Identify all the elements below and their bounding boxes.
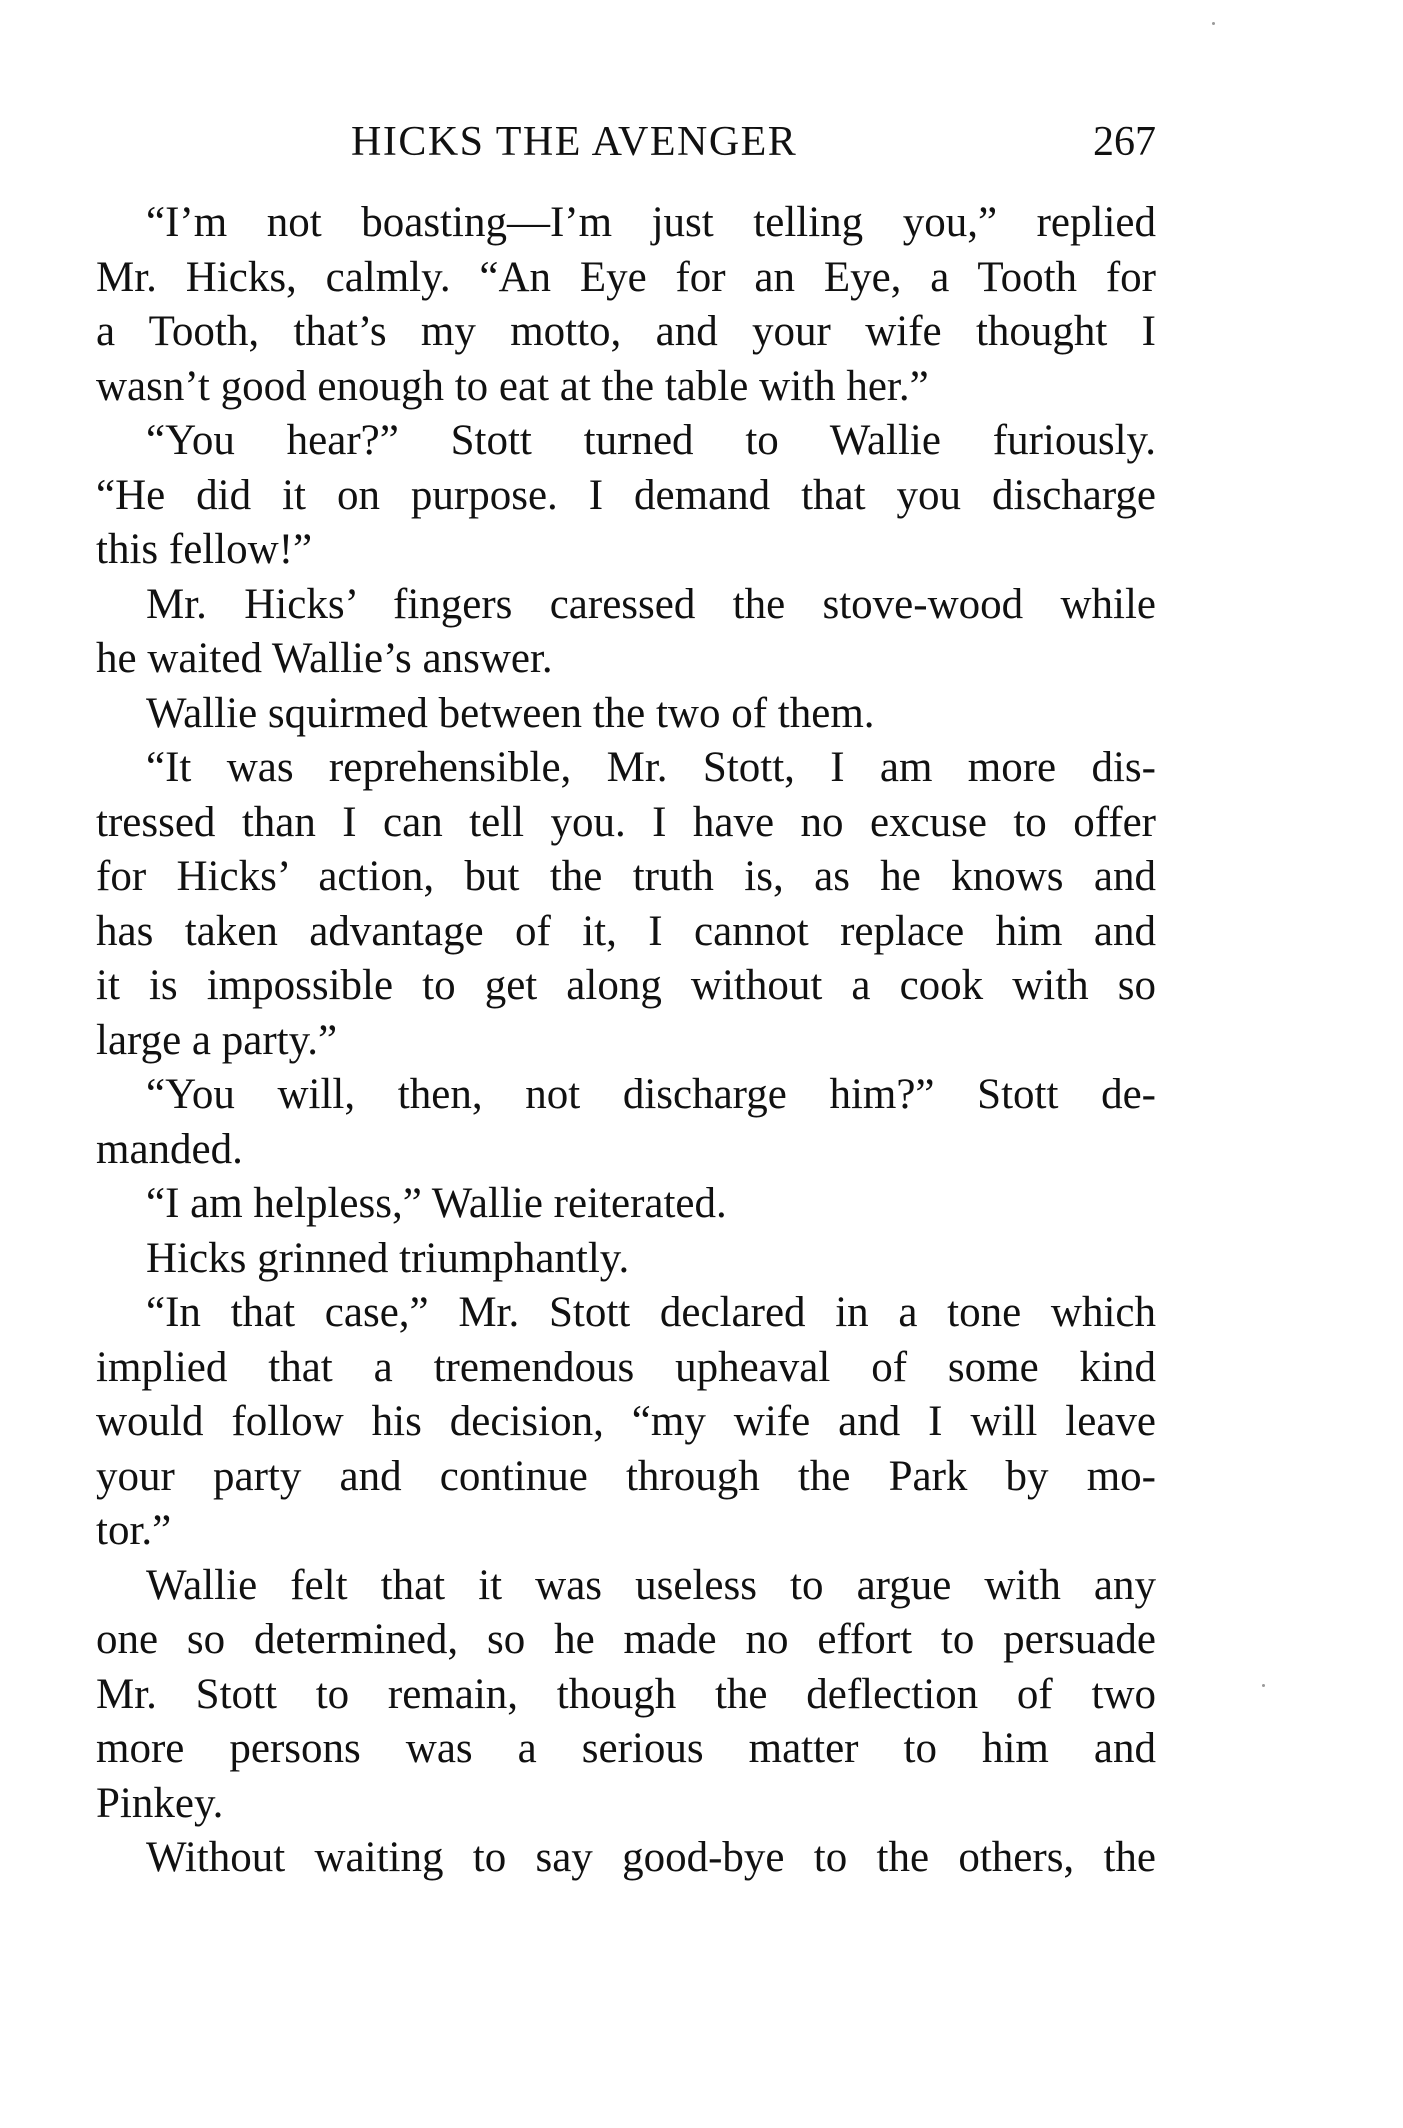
text-line: wasn’t good enough to eat at the table with her.”	[96, 362, 929, 410]
text-line: Mr. Hicks’ fingers caressed the stove-wood while	[146, 580, 1156, 628]
text-line: manded.	[96, 1125, 243, 1173]
text-line: Hicks grinned triumphantly.	[146, 1234, 630, 1282]
text-line: “You will, then, not discharge him?” Stott de-	[146, 1071, 1156, 1118]
text-line: tressed than I can tell you. I have no excuse to offer	[96, 798, 1156, 846]
text-line: this fellow!”	[96, 526, 313, 573]
text-line: implied that a tremendous upheaval of some kind	[96, 1343, 1156, 1391]
running-title: HICKS THE AVENGER	[351, 119, 798, 165]
text-line: it is impossible to get along without a cook with so	[96, 962, 1156, 1009]
text-line: for Hicks’ action, but the truth is, as he knows and	[96, 853, 1156, 900]
text-line: “It was reprehensible, Mr. Stott, I am more dis-	[146, 744, 1156, 791]
text-line: he waited Wallie’s answer.	[96, 635, 553, 682]
text-line: Mr. Stott to remain, though the deflection of two	[96, 1670, 1156, 1718]
text-line: Without waiting to say good-bye to the others, the	[146, 1834, 1156, 1881]
text-line: “You hear?” Stott turned to Wallie furiously.	[146, 417, 1156, 464]
text-line: “I’m not boasting—I’m just telling you,” replied	[146, 199, 1156, 246]
text-line: Wallie squirmed between the two of them.	[146, 689, 875, 737]
text-line: tor.”	[96, 1507, 172, 1554]
text-line: “In that case,” Mr. Stott declared in a tone which	[146, 1289, 1156, 1336]
text-line: Wallie felt that it was useless to argue with any	[146, 1561, 1156, 1609]
text-line: “He did it on purpose. I demand that you discharge	[96, 471, 1156, 519]
text-line: a Tooth, that’s my motto, and your wife thought I	[96, 308, 1156, 355]
scan-speck	[1212, 22, 1215, 25]
text-line: Pinkey.	[96, 1779, 224, 1827]
page-number: 267	[1093, 119, 1156, 165]
text-line: your party and continue through the Park by mo-	[96, 1452, 1156, 1500]
text-line: would follow his decision, “my wife and I will leave	[96, 1398, 1156, 1445]
page-header	[96, 112, 1156, 172]
text-line: large a party.”	[96, 1016, 338, 1064]
text-line: more persons was a serious matter to him and	[96, 1725, 1156, 1772]
text-line: one so determined, so he made no effort to persuade	[96, 1616, 1156, 1663]
scan-speck	[1262, 1684, 1265, 1687]
body-text	[96, 196, 1156, 1886]
text-line: “I am helpless,” Wallie reiterated.	[146, 1180, 727, 1227]
text-line: has taken advantage of it, I cannot replace him and	[96, 907, 1156, 955]
text-line: Mr. Hicks, calmly. “An Eye for an Eye, a Tooth for	[96, 253, 1156, 301]
